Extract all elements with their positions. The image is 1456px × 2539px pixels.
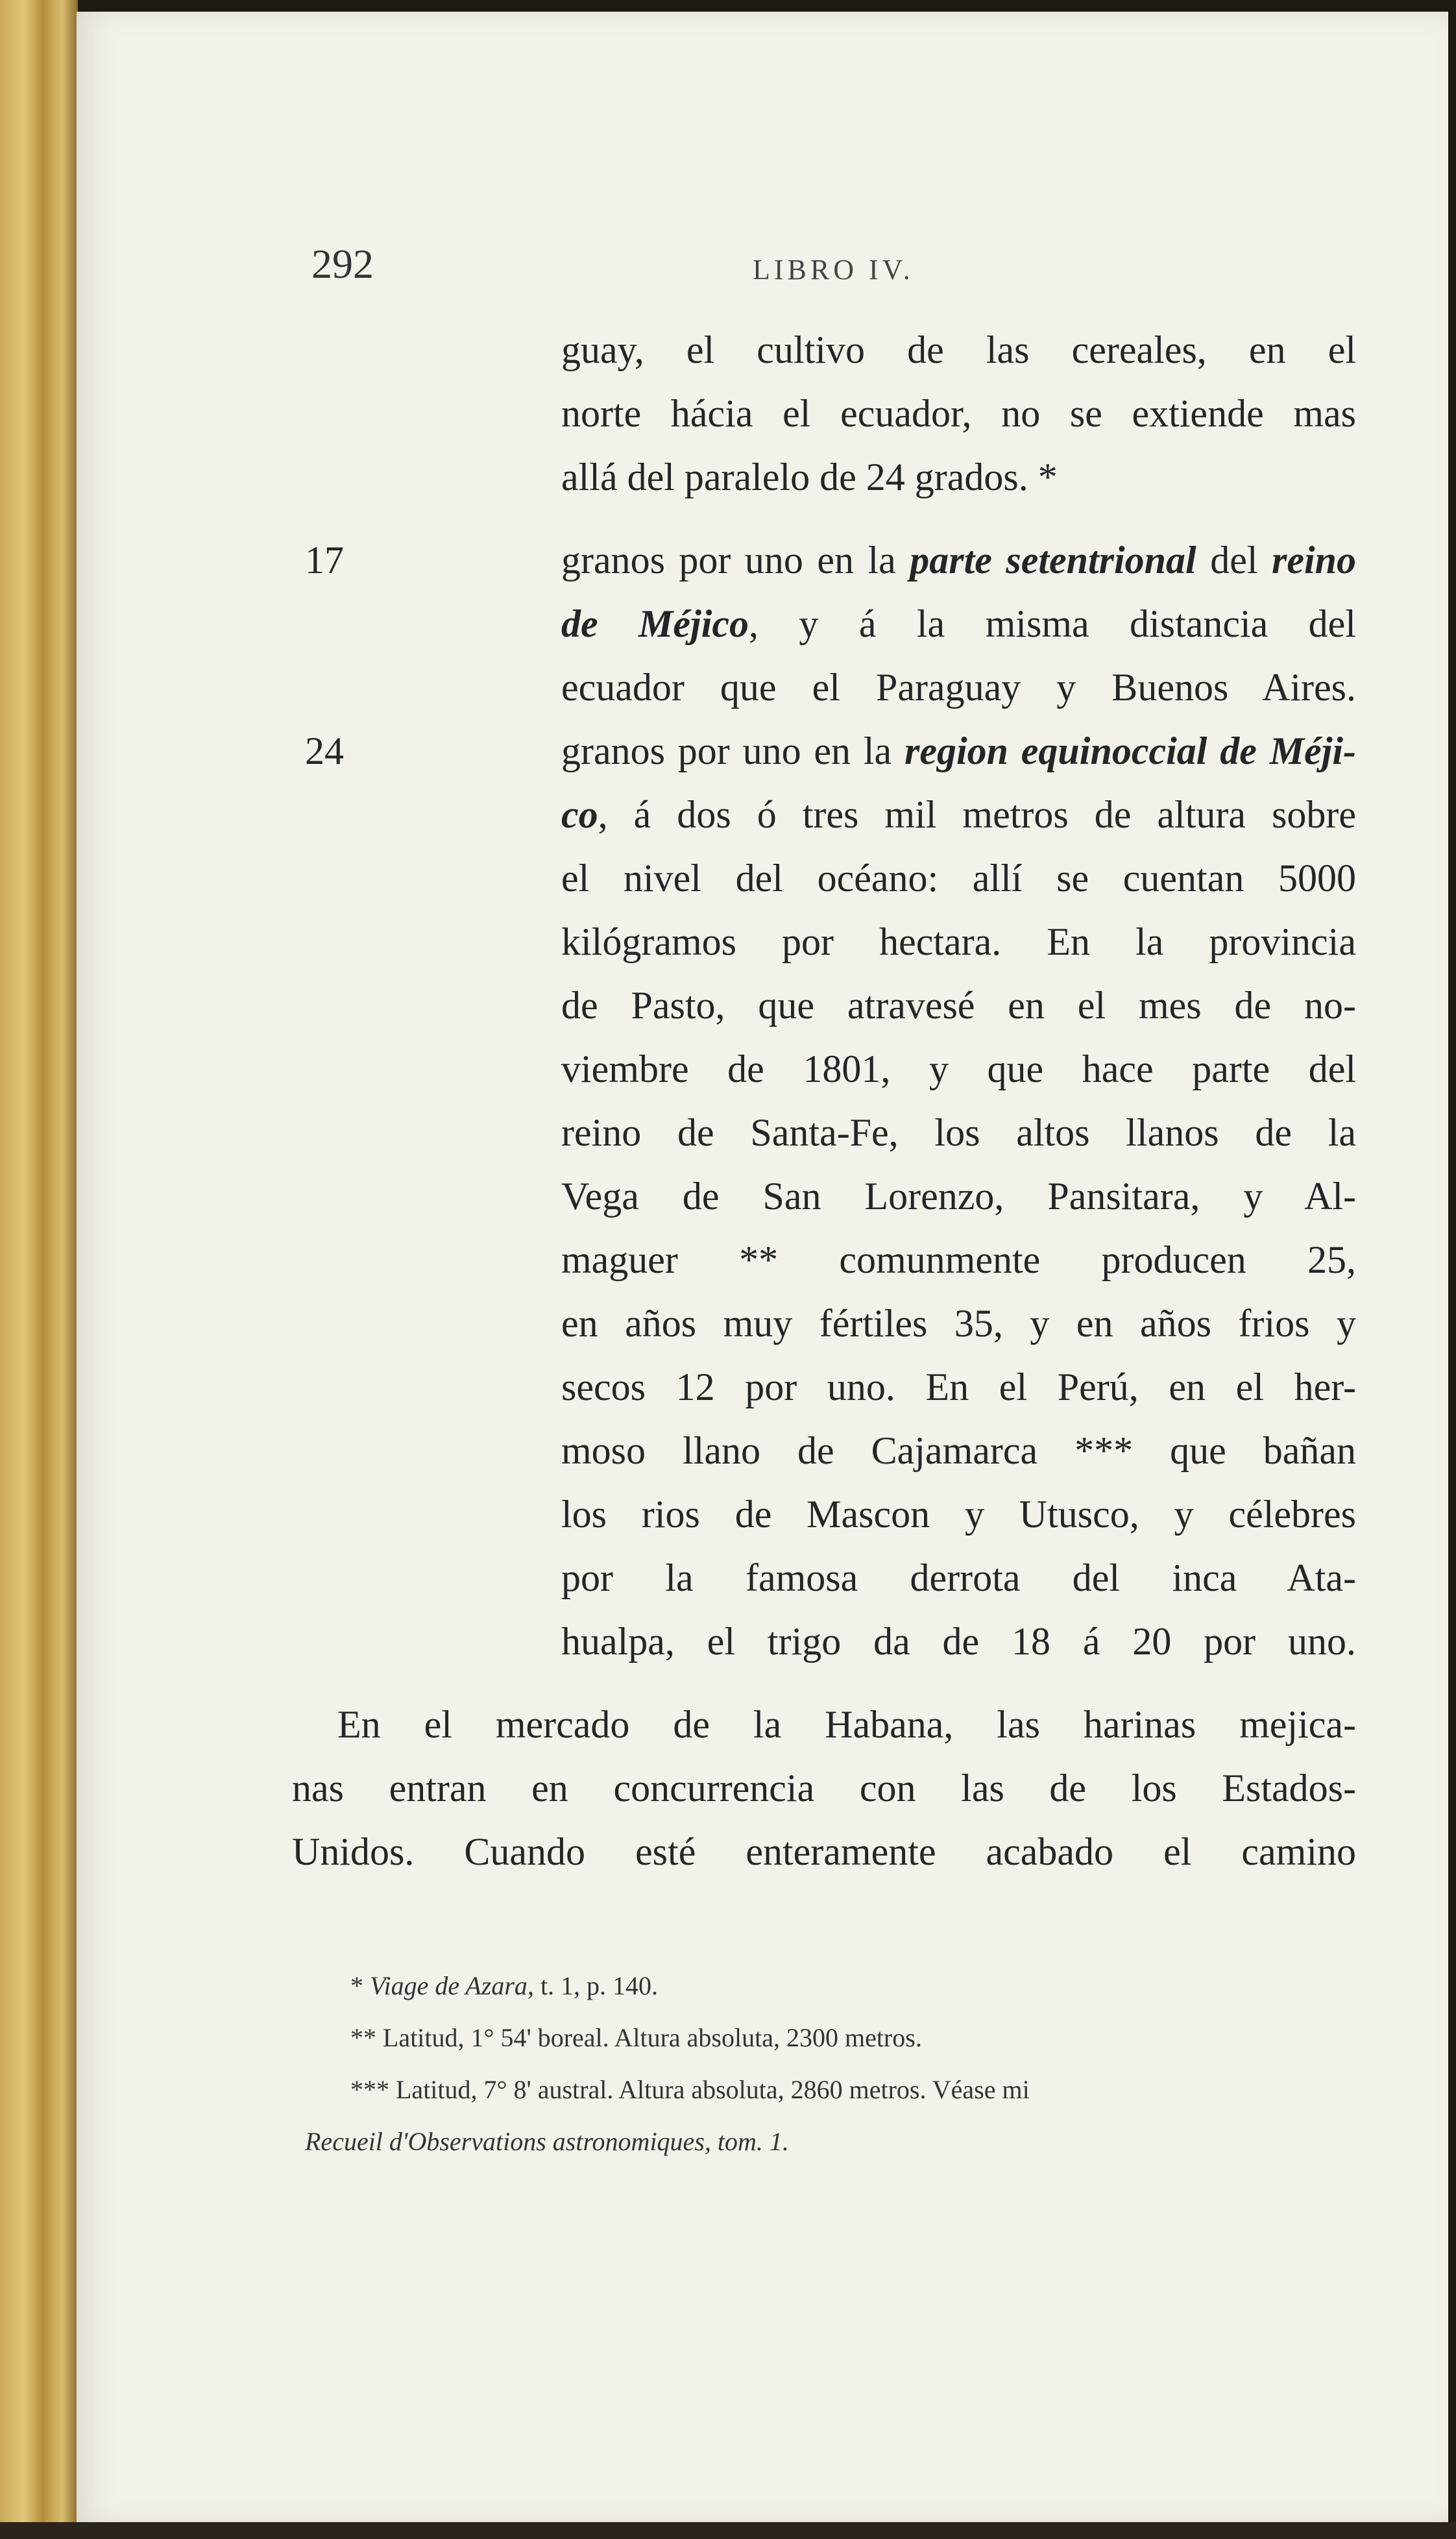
text-line: norte hácia el ecuador, no se extiende mas [561,392,1356,435]
text-line: allá del paralelo de 24 grados. * [561,456,1058,498]
text-line: reino de Santa-Fe, los altos llanos de la [561,1111,1356,1154]
paragraph-habana [292,1693,1356,1883]
text-line: granos por uno en la region equinoccial de Méji- [561,730,1356,772]
text-line: por la famosa derrota del inca Ata- [561,1556,1356,1599]
text-line: moso llano de Cajamarca *** que bañan [561,1429,1356,1472]
footnote-3: *** Latitud, 7° 8' austral. Altura absoluta, 2860 metros. Véase mi [350,2075,1030,2104]
text-line: ecuador que el Paraguay y Buenos Aires. [561,666,1356,709]
text-line: nas entran en concurrencia con las de los Estados- [292,1767,1356,1809]
footnote-2: ** Latitud, 1° 54' boreal. Altura absoluta, 2300 metros. [350,2023,922,2052]
text-line: de Méjico, y á la misma distancia del [561,602,1356,645]
text-line: hualpa, el trigo da de 18 á 20 por uno. [561,1620,1356,1663]
yield-entry-24 [305,719,1356,1673]
entry-number: 17 [305,539,344,582]
page-header [311,240,1363,299]
text-line: Vega de San Lorenzo, Pansitara, y Al- [561,1175,1356,1218]
text-line: los rios de Mascon y Utusco, y célebres [561,1493,1356,1536]
text-line: de Pasto, que atravesé en el mes de no- [561,984,1356,1027]
scan-bottom-edge [0,2522,1456,2539]
text-line: guay, el cultivo de las cereales, en el [561,328,1356,371]
yield-entry-17 [305,528,1356,719]
book-binding-edge [0,0,78,2539]
footnotes [305,1960,1350,2168]
entry-number: 24 [305,730,344,772]
text-line: granos por uno en la parte setentrional del reino [561,539,1356,582]
text-line: el nivel del océano: allí se cuentan 5000 [561,857,1356,900]
text-line: kilógramos por hectara. En la provincia [561,920,1356,963]
text-line: maguer ** comunmente producen 25, [561,1238,1356,1281]
running-head: LIBRO IV. [753,254,914,286]
text-line: co, á dos ó tres mil metros de altura sobre [561,793,1356,836]
footnote-3-cont: Recueil d'Observations astronomiques, tom. 1. [305,2127,789,2156]
text-line: En el mercado de la Habana, las harinas mejica- [337,1703,1356,1746]
main-text [292,318,1356,1883]
text-line: Unidos. Cuando esté enteramente acabado el camino [292,1830,1356,1873]
text-line: en años muy fértiles 35, y en años frios y [561,1302,1356,1345]
text-line: viembre de 1801, y que hace parte del [561,1048,1356,1090]
footnote-1: * Viage de Azara, t. 1, p. 140. [350,1971,659,2000]
text-line: secos 12 por uno. En el Perú, en el her- [561,1366,1356,1408]
paragraph-continuation [305,318,1356,509]
page-number: 292 [311,241,374,287]
